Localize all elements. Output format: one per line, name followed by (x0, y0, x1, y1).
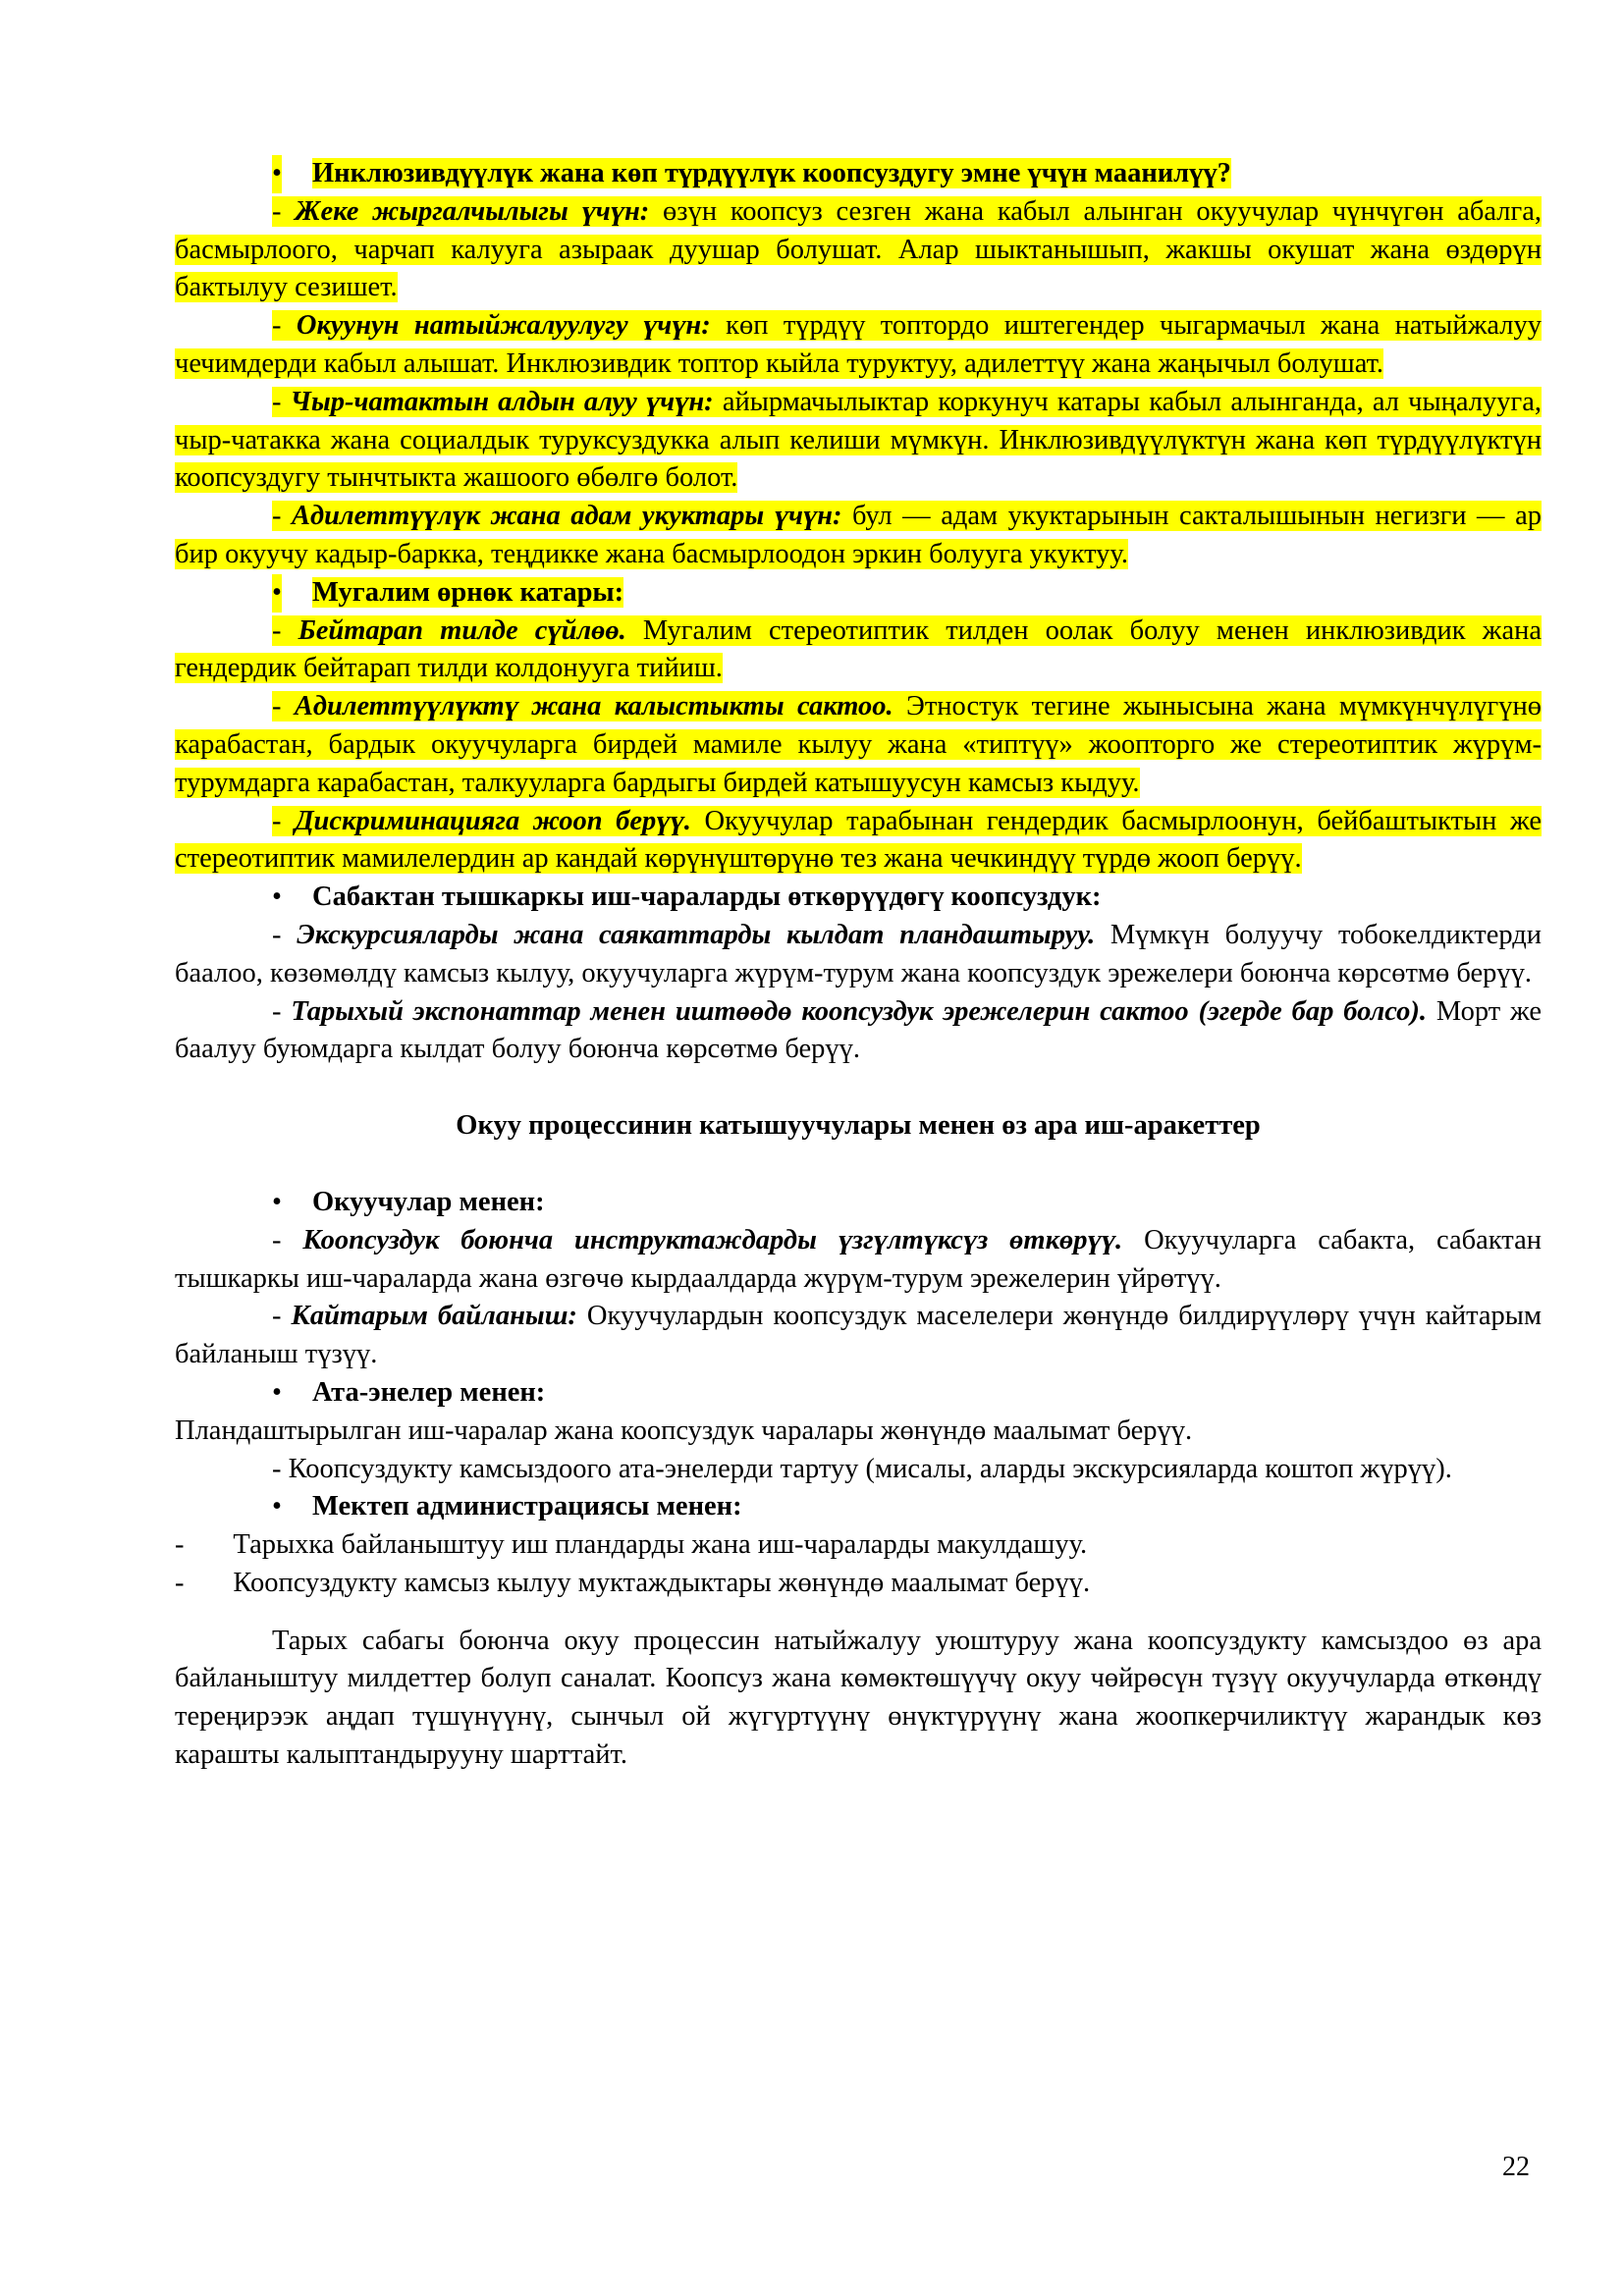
importance-item-3: - Чыр-чатактын алдын алуу үчүн: айырмачылыктар коркунуч катары кабыл алынганда, ал чыңалууга, чыр-чатакка жана социалдык туруксуздукка алып келиши мүмкүн. Инклюзивдүүлүктүн жана көп түрдүүлүктүн коопсуздугу тынчтыкта жашоого өбөлгө болот. (175, 386, 1542, 494)
bullet-admin: • Мектеп администрациясы менен: (175, 1488, 1542, 1526)
bullet-parents: • Ата-энелер менен: (175, 1374, 1542, 1413)
parents-line-2: - Коопсуздукту камсыздоого ата-энелерди тартуу (мисалы, аларды экскурсияларда коштоп жүрүү). (272, 1453, 1452, 1484)
outdoor-item-1: - Экскурсияларды жана саякаттарды кылдат пландаштыруу. Мүмкүн болуучу тобокелдиктерди баалоо, көзөмөлдү камсыз кылуу, окуучуларга жүрүм-турум жана коопсуздук эрежелери боюнча көрсөтмө берүү. (175, 919, 1543, 988)
bullet-teacher: • Мугалим өрнөк катары: (175, 574, 1542, 613)
importance-item-4: - Адилеттүүлүк жана адам укуктары үчүн: бул — адам укуктарынын сакталышынын негизги — ар бир окуучу кадыр-баркка, теңдикке жана басмырлоодон эркин болууга укуктуу. (175, 501, 1542, 569)
admin-line-1: - Тарыхка байланыштуу иш пландарды жана иш-чараларды макулдашуу. (175, 1529, 1088, 1561)
students-item-1: - Коопсуздук боюнча инструктаждарды үзгүлтүксүз өткөрүү. Окуучуларга сабакта, сабактан тышкаркы иш-чараларда жана өзгөчө кырдаалдарда жүрүм-турум эрежелерин үйрөтүү. (175, 1224, 1542, 1294)
bullet-dot-icon: • (272, 881, 282, 913)
bullet-outdoor: • Сабактан тышкаркы иш-чараларды өткөрүүдөгү коопсуздук: (175, 879, 1542, 917)
bullet-dot-icon: • (272, 1491, 282, 1522)
admin-line-2: - Коопсуздукту камсыз кылуу муктаждыктары жөнүндө маалымат берүү. (175, 1567, 1091, 1598)
bullet-students: • Окуучулар менен: (175, 1184, 1542, 1222)
importance-item-2: - Окуунун натыйжалуулугу үчүн: көп түрдүү топтордо иштегендер чыгармачыл жана натыйжалуу чечимдерди кабыл алышат. Инклюзивдик топтор кыйла туруктуу, адилеттүү жана жаңычыл болушат. (175, 310, 1543, 379)
bullet-dot-icon: • (272, 1186, 282, 1217)
bullet-dot-icon: • (272, 155, 282, 193)
students-item-2: - Кайтарым байланыш: Окуучулардын коопсуздук маселелери жөнүндө билдирүүлөрү үчүн кайтарым байланыш түзүү. (175, 1301, 1542, 1370)
teacher-item-1: - Бейтарап тилде сүйлөө. Мугалим стереотиптик тилден оолак болуу менен инклюзивдик жана гендердик бейтарап тилди колдонууга тийиш. (175, 614, 1543, 684)
document-page (175, 155, 1542, 1775)
outdoor-item-2: - Тарыхый экспонаттар менен иштөөдө коопсуздук эрежелерин сактоо (эгерде бар болсо). Морт же баалуу буюмдарга кылдат болуу боюнча көрсөтмө берүү. (175, 995, 1542, 1065)
importance-item-1: - Жеке жыргалчылыгы үчүн: өзүн коопсуз сезген жана кабыл алынган окуучулар чүнчүгөн абалга, басмырлоого, чарчап калууга азыраак дуушар болушат. Алар шыктанышып, жакшы окушат жана өздөрүн бактылуу сезишет. (175, 195, 1542, 303)
bullet-dot-icon: • (272, 574, 282, 613)
page-number: 22 (1502, 2152, 1530, 2182)
teacher-item-2: - Адилеттүүлүктү жана калыстыкты сактоо. Этностук тегине жынысына жана мүмкүнчүлүгүнө карабастан, бардык окуучуларга бирдей мамиле кылуу жана «типтүү» жоопторго же стереотиптик жүрүм-турумдарга карабастан, талкууларга бардыгы бирдей катышуусун камсыз кыдуу. (175, 691, 1542, 798)
bullet-dot-icon: • (272, 1376, 282, 1408)
parents-line-1: Пландаштырылган иш-чаралар жана коопсуздук чаралары жөнүндө маалымат берүү. (175, 1415, 1193, 1446)
bullet-importance: • Инклюзивдүүлүк жана көп түрдүүлүк коопсуздугу эмне үчүн маанилүү? (175, 155, 1542, 193)
conclusion-paragraph: Тарых сабагы боюнча окуу процессин натыйжалуу уюштуруу жана коопсуздукту камсыздоо өз ара байланыштуу милдеттер болуп саналат. Коопсуз жана көмөктөшүүчү окуу чөйрөсүн түзүү окуучуларда өткөндү тереңирээк аңдап түшүнүүнү, сынчыл ой жүгүртүүнү өнүктүрүүнү жана жоопкерчиликтүү жарандык көз карашты калыптандырууну шарттайт. (175, 1625, 1542, 1771)
section-heading: Окуу процессинин катышуучулары менен өз ара иш-аракеттер (456, 1110, 1261, 1142)
teacher-item-3: - Дискриминацияга жооп берүү. Окуучулар тарабынан гендердик басмырлоонун, бейбаштыктын же стереотиптик мамилелердин ар кандай көрүнүштөрүнө тез жана чечкиндүү түрдө жооп берүү. (175, 805, 1542, 875)
